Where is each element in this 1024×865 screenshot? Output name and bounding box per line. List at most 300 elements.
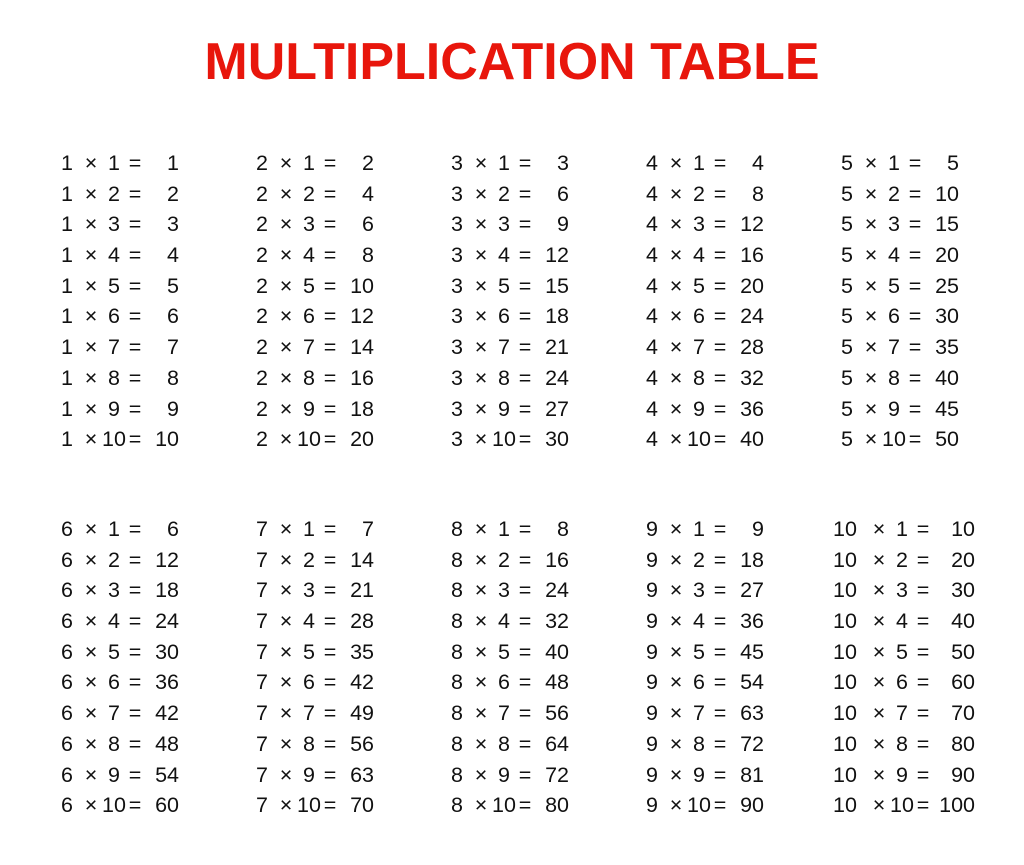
times-sign: × [279, 609, 293, 634]
equals-sign: = [713, 243, 727, 268]
equals-sign: = [323, 243, 337, 268]
times-sign: × [84, 701, 98, 726]
times-sign: × [872, 670, 886, 695]
multiplicand: 1 [61, 212, 73, 237]
table-row [248, 394, 428, 425]
multiplier: 3 [303, 578, 315, 603]
times-sign: × [872, 609, 886, 634]
equals-sign: = [323, 609, 337, 634]
times-sign: × [84, 670, 98, 695]
equals-sign: = [518, 609, 532, 634]
product: 3 [167, 212, 179, 237]
multiplier: 6 [693, 304, 705, 329]
times-sign: × [84, 517, 98, 541]
equals-sign: = [128, 701, 142, 726]
multiplier: 1 [498, 517, 510, 541]
product: 4 [752, 151, 764, 175]
multiplicand: 2 [256, 427, 268, 452]
multiplier: 7 [303, 335, 315, 360]
times-sign: × [84, 212, 98, 237]
multiplicand: 4 [646, 181, 658, 206]
product: 63 [740, 701, 764, 726]
table-row [248, 760, 428, 791]
product: 6 [362, 212, 374, 237]
product: 10 [935, 181, 959, 206]
product: 40 [545, 639, 569, 664]
multiplicand: 2 [256, 335, 268, 360]
times-sign: × [864, 304, 878, 329]
table-row [53, 667, 233, 698]
product: 24 [740, 304, 764, 329]
times-sign: × [669, 181, 683, 206]
equals-sign: = [128, 517, 142, 541]
product: 6 [557, 181, 569, 206]
multiplicand: 2 [256, 396, 268, 421]
times-sign: × [279, 396, 293, 421]
equals-sign: = [323, 427, 337, 452]
multiplier: 1 [693, 517, 705, 541]
multiplicand: 7 [256, 670, 268, 695]
times-sign: × [474, 670, 488, 695]
table-row [53, 760, 233, 791]
multiplicand: 6 [61, 762, 73, 787]
equals-sign: = [916, 670, 930, 695]
table-row [443, 424, 623, 455]
multiplier: 7 [498, 335, 510, 360]
times-table-5 [833, 148, 1013, 455]
multiplier: 3 [303, 212, 315, 237]
multiplicand: 7 [256, 701, 268, 726]
times-table-6 [53, 514, 233, 821]
equals-sign: = [323, 793, 337, 818]
product: 64 [545, 731, 569, 756]
times-sign: × [279, 701, 293, 726]
equals-sign: = [916, 762, 930, 787]
product: 12 [155, 547, 179, 572]
table-row [833, 148, 1013, 179]
times-sign: × [864, 243, 878, 268]
multiplier: 5 [896, 639, 908, 664]
times-sign: × [279, 365, 293, 390]
table-row [443, 332, 623, 363]
times-sign: × [872, 517, 886, 541]
equals-sign: = [908, 212, 922, 237]
multiplicand: 5 [841, 427, 853, 452]
multiplicand: 5 [841, 243, 853, 268]
product: 21 [545, 335, 569, 360]
product: 3 [557, 151, 569, 175]
multiplier: 4 [693, 243, 705, 268]
multiplicand: 5 [841, 396, 853, 421]
multiplicand: 7 [256, 578, 268, 603]
times-sign: × [474, 365, 488, 390]
product: 48 [545, 670, 569, 695]
equals-sign: = [128, 151, 142, 175]
times-sign: × [279, 517, 293, 541]
equals-sign: = [323, 304, 337, 329]
times-sign: × [84, 335, 98, 360]
table-row [53, 301, 233, 332]
times-sign: × [84, 365, 98, 390]
table-row [248, 606, 428, 637]
times-sign: × [474, 181, 488, 206]
multiplier: 4 [303, 609, 315, 634]
multiplicand: 7 [256, 609, 268, 634]
product: 60 [951, 670, 975, 695]
equals-sign: = [323, 212, 337, 237]
multiplier: 8 [303, 731, 315, 756]
multiplier: 6 [498, 670, 510, 695]
equals-sign: = [916, 609, 930, 634]
table-row [53, 637, 233, 668]
equals-sign: = [916, 731, 930, 756]
multiplicand: 3 [451, 335, 463, 360]
multiplicand: 3 [451, 365, 463, 390]
times-sign: × [474, 547, 488, 572]
product: 30 [951, 578, 975, 603]
multiplicand: 9 [646, 762, 658, 787]
equals-sign: = [713, 181, 727, 206]
times-sign: × [279, 181, 293, 206]
multiplier: 1 [498, 151, 510, 175]
multiplicand: 10 [833, 731, 857, 756]
multiplicand: 1 [61, 304, 73, 329]
product: 1 [167, 151, 179, 175]
times-sign: × [872, 762, 886, 787]
product: 18 [350, 396, 374, 421]
table-row [638, 148, 818, 179]
times-sign: × [872, 547, 886, 572]
product: 20 [935, 243, 959, 268]
multiplicand: 6 [61, 670, 73, 695]
multiplicand: 6 [61, 547, 73, 572]
times-sign: × [864, 427, 878, 452]
multiplier: 2 [498, 181, 510, 206]
multiplier: 5 [108, 639, 120, 664]
table-row [833, 332, 1013, 363]
times-sign: × [474, 243, 488, 268]
multiplier: 8 [303, 365, 315, 390]
times-sign: × [279, 243, 293, 268]
product: 80 [545, 793, 569, 818]
multiplier: 6 [693, 670, 705, 695]
multiplier: 4 [498, 609, 510, 634]
multiplicand: 3 [451, 396, 463, 421]
product: 54 [155, 762, 179, 787]
equals-sign: = [713, 701, 727, 726]
times-table-10 [833, 514, 1013, 821]
product: 10 [951, 517, 975, 541]
multiplicand: 6 [61, 793, 73, 818]
multiplier: 9 [108, 396, 120, 421]
times-sign: × [84, 609, 98, 634]
multiplier: 7 [693, 701, 705, 726]
multiplier: 1 [303, 151, 315, 175]
multiplier: 6 [896, 670, 908, 695]
multiplicand: 9 [646, 609, 658, 634]
table-row [443, 729, 623, 760]
equals-sign: = [908, 273, 922, 298]
table-row [443, 363, 623, 394]
multiplicand: 9 [646, 517, 658, 541]
equals-sign: = [518, 273, 532, 298]
equals-sign: = [916, 517, 930, 541]
equals-sign: = [908, 335, 922, 360]
multiplicand: 2 [256, 365, 268, 390]
multiplier: 2 [693, 547, 705, 572]
multiplier: 1 [896, 517, 908, 541]
multiplier: 9 [108, 762, 120, 787]
multiplier: 7 [108, 335, 120, 360]
product: 36 [740, 396, 764, 421]
multiplier: 10 [687, 427, 711, 452]
equals-sign: = [518, 762, 532, 787]
product: 20 [350, 427, 374, 452]
equals-sign: = [518, 793, 532, 818]
equals-sign: = [916, 578, 930, 603]
times-sign: × [279, 547, 293, 572]
multiplicand: 1 [61, 335, 73, 360]
multiplier: 1 [108, 517, 120, 541]
table-row [248, 363, 428, 394]
table-row [833, 179, 1013, 210]
times-sign: × [669, 609, 683, 634]
table-row [833, 545, 1013, 576]
times-sign: × [474, 639, 488, 664]
times-sign: × [669, 335, 683, 360]
multiplier: 5 [888, 273, 900, 298]
table-row [443, 271, 623, 302]
multiplicand: 8 [451, 517, 463, 541]
multiplicand: 6 [61, 701, 73, 726]
product: 50 [951, 639, 975, 664]
equals-sign: = [323, 701, 337, 726]
times-sign: × [474, 578, 488, 603]
times-sign: × [669, 273, 683, 298]
equals-sign: = [128, 609, 142, 634]
table-row [833, 301, 1013, 332]
product: 60 [155, 793, 179, 818]
product: 2 [167, 181, 179, 206]
table-row [53, 424, 233, 455]
product: 40 [935, 365, 959, 390]
product: 8 [362, 243, 374, 268]
product: 45 [740, 639, 764, 664]
times-sign: × [279, 578, 293, 603]
table-row [833, 760, 1013, 791]
multiplicand: 9 [646, 793, 658, 818]
multiplier: 4 [108, 243, 120, 268]
multiplicand: 5 [841, 212, 853, 237]
product: 40 [951, 609, 975, 634]
multiplier: 3 [108, 578, 120, 603]
multiplier: 7 [498, 701, 510, 726]
table-row [53, 545, 233, 576]
table-row [443, 698, 623, 729]
table-row [833, 424, 1013, 455]
equals-sign: = [128, 304, 142, 329]
product: 30 [935, 304, 959, 329]
multiplier: 1 [693, 151, 705, 175]
multiplier: 2 [108, 547, 120, 572]
multiplicand: 1 [61, 243, 73, 268]
multiplier: 7 [693, 335, 705, 360]
table-row [248, 240, 428, 271]
times-sign: × [864, 212, 878, 237]
multiplicand: 4 [646, 151, 658, 175]
times-sign: × [279, 793, 293, 818]
multiplicand: 5 [841, 273, 853, 298]
multiplier: 3 [896, 578, 908, 603]
equals-sign: = [518, 335, 532, 360]
product: 25 [935, 273, 959, 298]
multiplicand: 4 [646, 212, 658, 237]
times-sign: × [872, 731, 886, 756]
table-row [443, 148, 623, 179]
times-table-4 [638, 148, 818, 455]
product: 2 [362, 151, 374, 175]
equals-sign: = [323, 365, 337, 390]
multiplicand: 10 [833, 517, 857, 541]
equals-sign: = [128, 335, 142, 360]
times-sign: × [84, 427, 98, 452]
times-sign: × [84, 578, 98, 603]
times-sign: × [669, 396, 683, 421]
multiplicand: 4 [646, 273, 658, 298]
multiplier: 8 [693, 731, 705, 756]
product: 48 [155, 731, 179, 756]
equals-sign: = [323, 547, 337, 572]
equals-sign: = [713, 304, 727, 329]
multiplier: 8 [888, 365, 900, 390]
table-row [443, 667, 623, 698]
multiplier: 6 [108, 304, 120, 329]
multiplicand: 7 [256, 793, 268, 818]
product: 21 [350, 578, 374, 603]
times-sign: × [669, 547, 683, 572]
equals-sign: = [323, 151, 337, 175]
times-sign: × [84, 793, 98, 818]
times-sign: × [474, 304, 488, 329]
times-sign: × [669, 427, 683, 452]
multiplicand: 1 [61, 181, 73, 206]
equals-sign: = [518, 181, 532, 206]
equals-sign: = [128, 427, 142, 452]
table-row [53, 394, 233, 425]
multiplier: 1 [888, 151, 900, 175]
multiplicand: 4 [646, 427, 658, 452]
table-row [638, 271, 818, 302]
multiplier: 6 [108, 670, 120, 695]
multiplier: 10 [102, 793, 126, 818]
multiplicand: 5 [841, 335, 853, 360]
multiplicand: 2 [256, 212, 268, 237]
product: 45 [935, 396, 959, 421]
equals-sign: = [916, 793, 930, 818]
multiplicand: 9 [646, 670, 658, 695]
multiplicand: 3 [451, 212, 463, 237]
times-sign: × [474, 731, 488, 756]
multiplier: 7 [896, 701, 908, 726]
multiplier: 7 [303, 701, 315, 726]
table-row [638, 424, 818, 455]
table-row [248, 698, 428, 729]
multiplier: 5 [303, 273, 315, 298]
equals-sign: = [323, 273, 337, 298]
multiplier: 2 [303, 181, 315, 206]
times-sign: × [669, 701, 683, 726]
multiplier: 3 [888, 212, 900, 237]
times-sign: × [84, 547, 98, 572]
multiplicand: 1 [61, 427, 73, 452]
table-row [53, 575, 233, 606]
times-sign: × [669, 243, 683, 268]
multiplicand: 2 [256, 304, 268, 329]
product: 7 [362, 517, 374, 541]
equals-sign: = [908, 181, 922, 206]
multiplicand: 1 [61, 396, 73, 421]
times-sign: × [279, 670, 293, 695]
product: 49 [350, 701, 374, 726]
multiplier: 5 [693, 273, 705, 298]
multiplicand: 10 [833, 670, 857, 695]
multiplier: 4 [108, 609, 120, 634]
multiplier: 5 [498, 273, 510, 298]
table-row [833, 394, 1013, 425]
table-row [248, 545, 428, 576]
times-table-7 [248, 514, 428, 821]
multiplier: 7 [888, 335, 900, 360]
multiplier: 10 [890, 793, 914, 818]
table-row [638, 363, 818, 394]
multiplicand: 6 [61, 609, 73, 634]
table-row [248, 637, 428, 668]
equals-sign: = [713, 731, 727, 756]
multiplier: 9 [303, 396, 315, 421]
times-sign: × [84, 243, 98, 268]
times-table-8 [443, 514, 623, 821]
equals-sign: = [713, 151, 727, 175]
product: 6 [167, 304, 179, 329]
product: 5 [947, 151, 959, 175]
table-row [53, 514, 233, 545]
equals-sign: = [908, 396, 922, 421]
multiplier: 10 [687, 793, 711, 818]
multiplier: 6 [498, 304, 510, 329]
product: 42 [155, 701, 179, 726]
multiplier: 8 [108, 731, 120, 756]
table-row [443, 545, 623, 576]
times-sign: × [279, 762, 293, 787]
product: 72 [740, 731, 764, 756]
times-sign: × [669, 517, 683, 541]
table-row [833, 575, 1013, 606]
table-row [53, 729, 233, 760]
table-row [248, 424, 428, 455]
multiplier: 8 [693, 365, 705, 390]
equals-sign: = [518, 547, 532, 572]
times-sign: × [84, 181, 98, 206]
equals-sign: = [518, 639, 532, 664]
times-sign: × [84, 304, 98, 329]
product: 72 [545, 762, 569, 787]
multiplier: 10 [492, 427, 516, 452]
product: 42 [350, 670, 374, 695]
times-sign: × [669, 731, 683, 756]
multiplier: 8 [498, 731, 510, 756]
product: 7 [167, 335, 179, 360]
equals-sign: = [128, 731, 142, 756]
